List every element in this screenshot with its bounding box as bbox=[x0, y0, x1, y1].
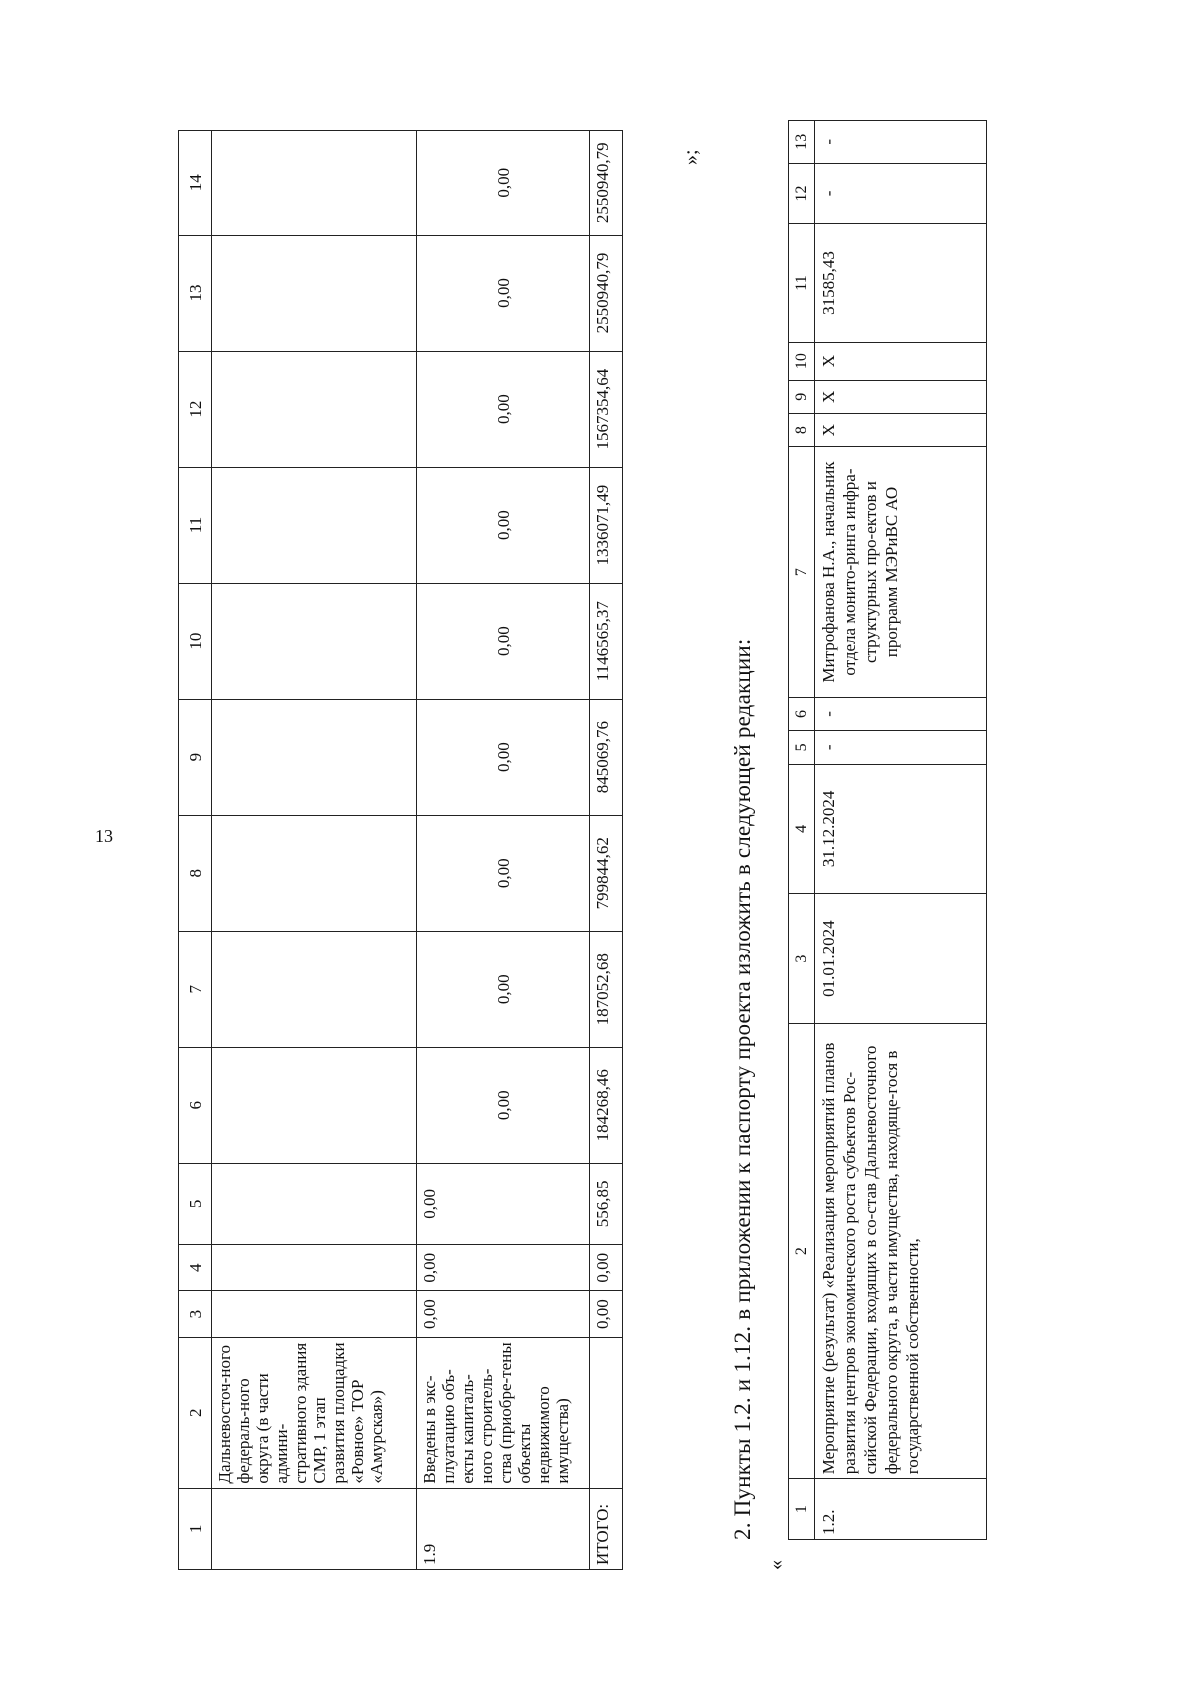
col-header: 6 bbox=[789, 697, 815, 730]
value-cell: 0,00 bbox=[417, 931, 590, 1047]
table-cell bbox=[212, 1291, 417, 1337]
page-number: 13 bbox=[95, 826, 113, 846]
measure-description: Мероприятие (результат) «Реализация мероприятий планов развития центров экономического роста субъектов Рос-сийской Федерации, входящих в со-став Дальневосточного федерального округа, в части имущества, находяще-гося в государственной собственности, bbox=[815, 1024, 987, 1479]
row-description: Введены в экс-плуатацию объ-екты капиталь-ного строитель-ства (приобре-тены объекты недвижимого имущества) bbox=[417, 1337, 590, 1488]
table-cell bbox=[590, 1337, 623, 1488]
responsible-person: Митрофанова Н.А., начальник отдела монито-ринга инфра-структурных про-ектов и программ МЭРиВС АО bbox=[815, 447, 987, 697]
col-header: 6 bbox=[179, 1047, 212, 1163]
end-date: 31.12.2024 bbox=[815, 764, 987, 894]
col-header: 2 bbox=[789, 1024, 815, 1479]
table-cell bbox=[212, 815, 417, 931]
total-cell: 556,85 bbox=[590, 1163, 623, 1244]
financing-table bbox=[178, 130, 623, 1570]
rotated-landscape-page bbox=[140, 130, 1090, 1570]
table-cell bbox=[212, 1244, 417, 1290]
value-cell: X bbox=[815, 413, 987, 446]
section-heading: 2. Пункты 1.2. и 1.12. в приложении к паспорту проекта изложить в следующей редакции: bbox=[730, 638, 755, 1540]
value-cell: 0,00 bbox=[417, 1244, 590, 1290]
value-cell: X bbox=[815, 380, 987, 413]
col-header: 7 bbox=[789, 447, 815, 697]
table-cell bbox=[212, 931, 417, 1047]
table-header-row bbox=[789, 121, 815, 1540]
table-cell bbox=[212, 351, 417, 467]
row-number: 1.2. bbox=[815, 1479, 987, 1540]
row-number: 1.9 bbox=[417, 1488, 590, 1569]
table-cell bbox=[212, 699, 417, 815]
total-cell: 799844,62 bbox=[590, 815, 623, 931]
table-row bbox=[212, 131, 417, 1570]
value-cell: 0,00 bbox=[417, 815, 590, 931]
total-cell: 184268,46 bbox=[590, 1047, 623, 1163]
table-cell bbox=[212, 1163, 417, 1244]
opening-quote: « bbox=[765, 1560, 787, 1570]
table-cell bbox=[212, 235, 417, 351]
value-cell: 0,00 bbox=[417, 583, 590, 699]
table-cell bbox=[212, 467, 417, 583]
total-cell: 2550940,79 bbox=[590, 131, 623, 236]
col-header: 13 bbox=[789, 121, 815, 164]
col-header: 8 bbox=[179, 815, 212, 931]
col-header: 11 bbox=[179, 467, 212, 583]
value-cell: - bbox=[815, 121, 987, 164]
value-cell: 0,00 bbox=[417, 467, 590, 583]
col-header: 3 bbox=[789, 894, 815, 1024]
total-cell: 0,00 bbox=[590, 1244, 623, 1290]
total-cell: 1336071,49 bbox=[590, 467, 623, 583]
table-cell bbox=[212, 1047, 417, 1163]
table-row bbox=[815, 121, 987, 1540]
col-header: 4 bbox=[789, 764, 815, 894]
value-cell: 0,00 bbox=[417, 351, 590, 467]
passport-table bbox=[788, 120, 987, 1540]
row-description: Дальневосточ-ного федераль-ного округа (в части админи-стративного здания СМР, 1 этап развития площадки «Ровное» ТОР «Амурская») bbox=[212, 1337, 417, 1488]
value-cell: 0,00 bbox=[417, 1047, 590, 1163]
total-cell: 0,00 bbox=[590, 1291, 623, 1337]
table-cell bbox=[212, 131, 417, 236]
col-header: 9 bbox=[789, 380, 815, 413]
value-cell: - bbox=[815, 163, 987, 224]
table-cell bbox=[212, 1488, 417, 1569]
col-header: 1 bbox=[789, 1479, 815, 1540]
value-cell: 0,00 bbox=[417, 699, 590, 815]
total-label: ИТОГО: bbox=[590, 1488, 623, 1569]
total-cell: 845069,76 bbox=[590, 699, 623, 815]
value-cell: X bbox=[815, 342, 987, 380]
total-cell: 187052,68 bbox=[590, 931, 623, 1047]
col-header: 4 bbox=[179, 1244, 212, 1290]
value-cell: 0,00 bbox=[417, 131, 590, 236]
start-date: 01.01.2024 bbox=[815, 894, 987, 1024]
col-header: 2 bbox=[179, 1337, 212, 1488]
col-header: 7 bbox=[179, 931, 212, 1047]
table-header-row bbox=[179, 131, 212, 1570]
col-header: 3 bbox=[179, 1291, 212, 1337]
value-cell: 0,00 bbox=[417, 235, 590, 351]
col-header: 1 bbox=[179, 1488, 212, 1569]
col-header: 13 bbox=[179, 235, 212, 351]
col-header: 14 bbox=[179, 131, 212, 236]
value-cell: 0,00 bbox=[417, 1291, 590, 1337]
col-header: 5 bbox=[789, 731, 815, 764]
total-cell: 2550940,79 bbox=[590, 235, 623, 351]
value-cell: - bbox=[815, 731, 987, 764]
table-total-row bbox=[590, 131, 623, 1570]
table-cell bbox=[212, 583, 417, 699]
value-cell: 0,00 bbox=[417, 1163, 590, 1244]
total-cell: 1567354,64 bbox=[590, 351, 623, 467]
col-header: 10 bbox=[179, 583, 212, 699]
col-header: 12 bbox=[179, 351, 212, 467]
closing-quote: »; bbox=[680, 149, 702, 165]
col-header: 5 bbox=[179, 1163, 212, 1244]
value-cell: 31585,43 bbox=[815, 224, 987, 342]
table-row bbox=[417, 131, 590, 1570]
value-cell: - bbox=[815, 697, 987, 730]
total-cell: 1146565,37 bbox=[590, 583, 623, 699]
col-header: 12 bbox=[789, 163, 815, 224]
col-header: 9 bbox=[179, 699, 212, 815]
col-header: 8 bbox=[789, 413, 815, 446]
col-header: 10 bbox=[789, 342, 815, 380]
col-header: 11 bbox=[789, 224, 815, 342]
